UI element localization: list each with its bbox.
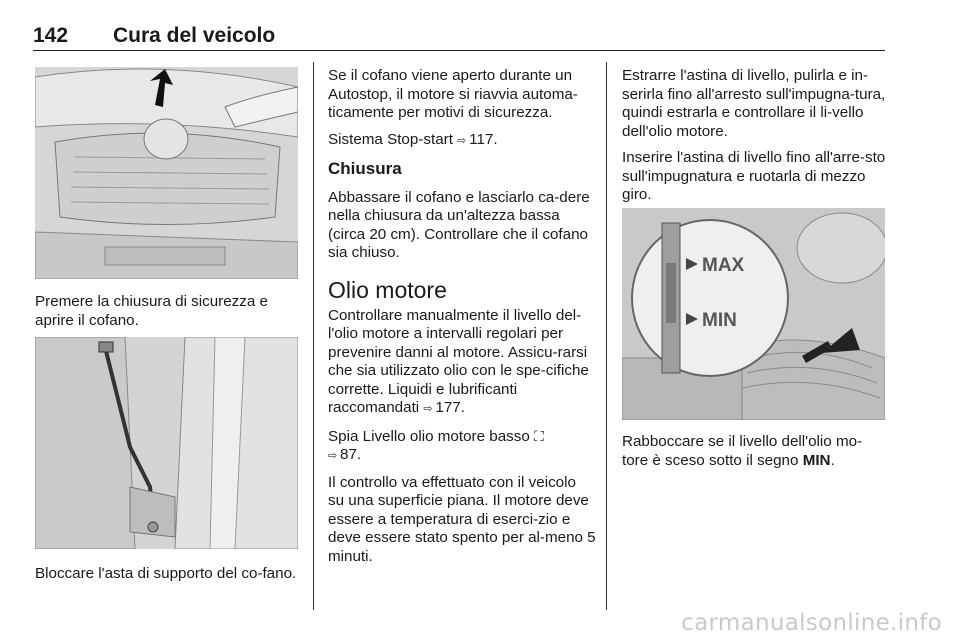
level-surface-paragraph: Il controllo va effettuato con il veicolo su una superficie piana. Il motore deve essere a temperatura di eserci-zio e deve essere stato spento per al-meno 5 minuti. <box>328 473 596 565</box>
caption-support-rod: Bloccare l'asta di supporto del co-fano. <box>35 565 297 582</box>
stop-start-reference <box>328 131 596 151</box>
column-3-text-bottom <box>622 433 887 478</box>
autostop-paragraph: Se il cofano viene aperto durante un Autostop, il motore si riavvia automa-ticamente per motivi di sicurezza. <box>328 67 578 121</box>
column-2-text <box>328 67 596 574</box>
oil-warning-reference <box>328 427 596 466</box>
cross-reference-arrow-icon: ⇨ <box>457 134 467 147</box>
column-divider-1 <box>313 62 314 610</box>
page-number: 142 <box>33 24 69 47</box>
column-3-text-top <box>622 67 887 213</box>
dipstick-insert-paragraph: Inserire l'astina di livello fino all'arre-sto sull'impugnatura e ruotarla di mezzo giro. <box>622 149 886 203</box>
oil-check-page: 177. <box>435 399 465 416</box>
dipstick-min-label: MIN <box>702 310 737 331</box>
chiusura-paragraph: Abbassare il cofano e lasciarlo ca-dere nella chiusura da un'altezza bassa (circa 20 cm). Controllare che il cofano sia chiuso. <box>328 188 590 261</box>
olio-motore-heading: Olio motore <box>328 276 447 303</box>
hood-support-rod-illustration <box>35 337 298 549</box>
dipstick-illustration <box>622 208 885 420</box>
page-header <box>33 22 885 51</box>
chiusura-heading: Chiusura <box>328 159 402 178</box>
oil-check-paragraph <box>328 307 596 419</box>
section-title: Cura del veicolo <box>113 24 276 47</box>
topup-period: . <box>830 451 835 469</box>
stop-start-page: 117. <box>469 130 498 148</box>
dipstick-max-label: MAX <box>702 255 745 276</box>
column-divider-2 <box>606 62 607 610</box>
dipstick-remove-paragraph: Estrarre l'astina di livello, pulirla e in-serirla fino all'arresto sull'impugna-tura, quindi estrarla e controllare il li-vello dell'olio motore. <box>622 67 886 140</box>
watermark: carmanualsonline.info <box>681 610 942 636</box>
caption-open-hood: Premere la chiusura di sicurezza e aprire il cofano. <box>35 293 268 329</box>
cross-reference-arrow-icon: ⇨ <box>423 403 433 415</box>
oil-can-warning-icon: ⛶ <box>534 427 544 444</box>
hood-latch-illustration <box>35 67 298 279</box>
oil-warning-page: 87. <box>340 446 362 463</box>
topup-min-mark: MIN <box>802 451 831 469</box>
oil-check-text: Controllare manualmente il livello del-l'olio motore a intervalli regolari per prevenire danni al motore. Assicu-rarsi che sia utilizzato olio con le spe-cifiche corrette. Liquidi e lubrificanti raccomandati <box>328 306 589 416</box>
oil-warning-label: Spia Livello olio motore basso <box>328 427 530 445</box>
stop-start-label: Sistema Stop-start <box>328 130 453 148</box>
topup-paragraph <box>622 433 887 470</box>
cross-reference-arrow-icon: ⇨ <box>328 450 338 462</box>
topup-text: Rabboccare se il livello dell'olio mo-tore è sceso sotto il segno <box>622 433 863 469</box>
